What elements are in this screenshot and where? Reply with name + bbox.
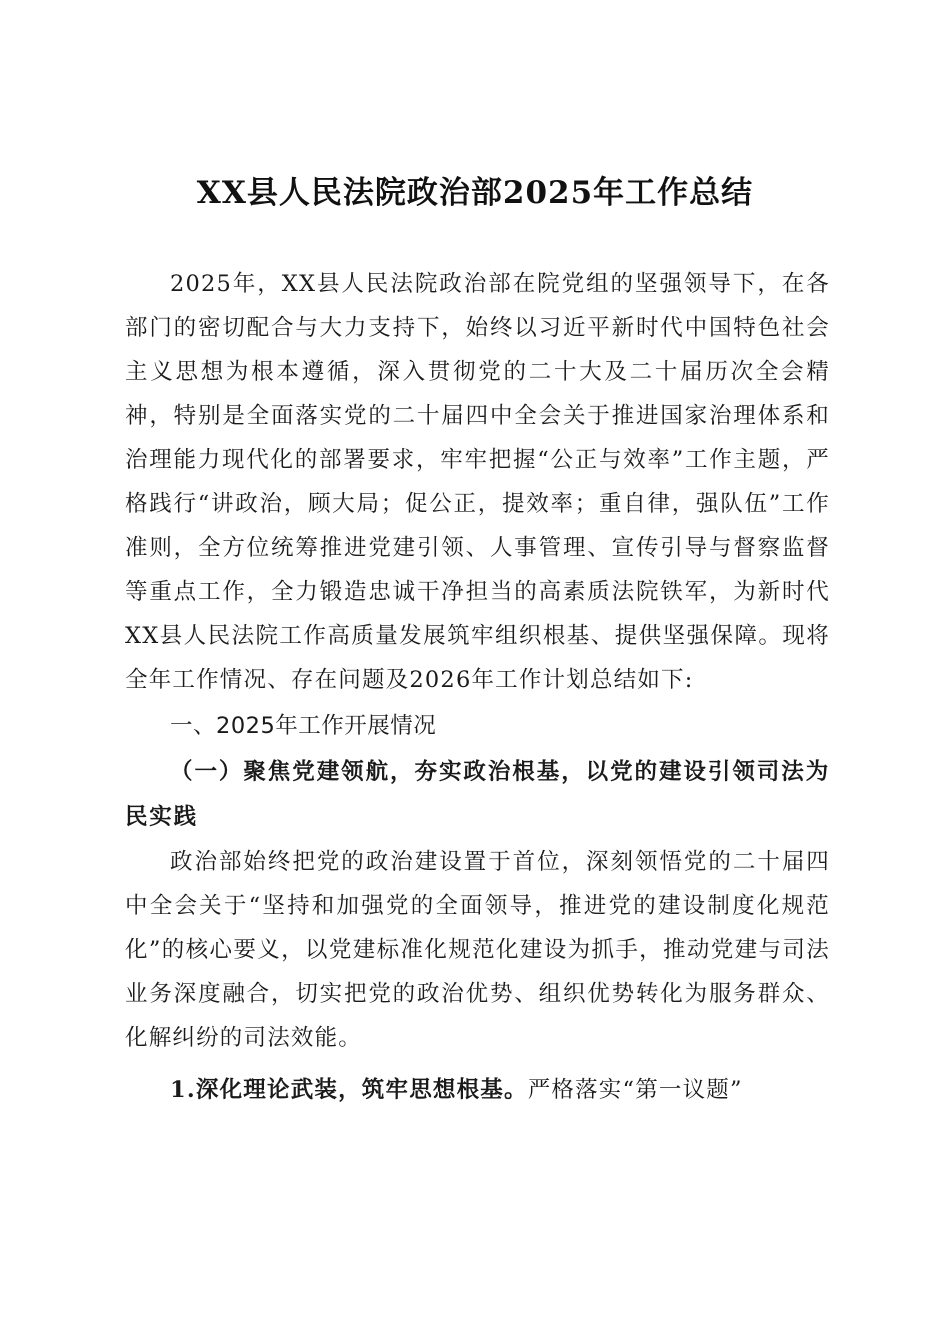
subsection-paragraph: 政治部始终把党的政治建设置于首位，深刻领悟党的二十届四中全会关于“坚持和加强党的全面领导，推进党的建设制度化规范化”的核心要义，以党建标准化规范化建设为抓手，推动党建与司法业务深度融合，切实把党的政治优势、组织优势转化为服务群众、化解纠纷的司法效能。 [125,849,830,1051]
list-item [125,1068,830,1112]
subsection-heading: （一）聚焦党建领航，夯实政治根基，以党的建设引领司法为民实践 [125,759,830,830]
section-heading: 一、2025年工作开展情况 [170,713,437,739]
list-item-lead: 1.深化理论武装，筑牢思想根基。 [170,1077,528,1103]
document-title: XX县人民法院政治部2025年工作总结 [196,175,754,211]
document-body [125,262,830,1112]
intro-paragraph: 2025年，XX县人民法院政治部在院党组的坚强领导下，在各部门的密切配合与大力支持下，始终以习近平新时代中国特色社会主义思想为根本遵循，深入贯彻党的二十大及二十届历次全会精神，特别是全面落实党的二十届四中全会关于推进国家治理体系和治理能力现代化的部署要求，牢牢把握“公正与效率”工作主题，严格践行“讲政治，顾大局；促公正，提效率；重自律，强队伍”工作准则，全方位统筹推进党建引领、人事管理、宣传引导与督察监督等重点工作，全力锻造忠诚干净担当的高素质法院铁军，为新时代XX县人民法院工作高质量发展筑牢组织根基、提供坚强保障。现将全年工作情况、存在问题及2026年工作计划总结如下: [125,271,830,693]
list-item-text: 严格落实“第一议题” [527,1077,743,1103]
